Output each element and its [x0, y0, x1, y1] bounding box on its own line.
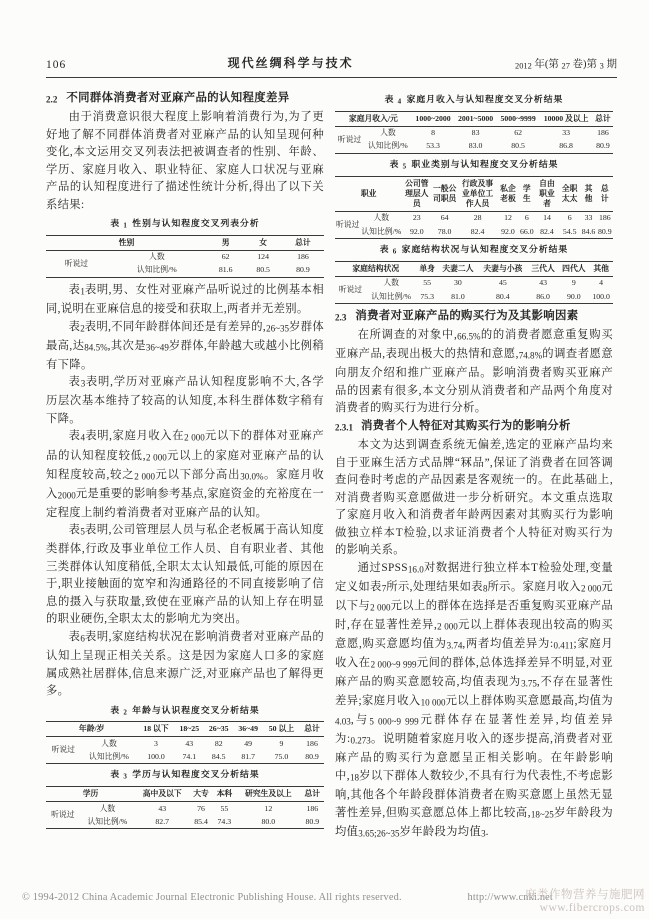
paragraph-table5: 表5表明,公司管理层人员与私企老板属于高认知度类群体,行政及事业单位工作人员、自有职业者、其他三类群体认知度稍低,全职太太认知最低,可能的原因在于,职业接触面的宽窄和沟通路径的不同直接影响了信息的摄入与获取量,致使在亚麻产品的认知上存在明显的职业硬伤,全职太太的影响尤为突出。 — [46, 524, 324, 626]
paragraph-intro: 由于消费意识很大程度上影响着消费行为,为了更好地了解不同群体消费者对亚麻产品的认知呈现何种变化,本文运用交叉列表法把被调查者的性别、年龄、学历、家庭月收入、职业特征、家庭人口状况与亚麻产品的认知程度进行了描述性统计分析,得出了以下关系结果: — [46, 111, 324, 211]
table-cell: 83.0 — [468, 141, 483, 151]
data-table — [46, 786, 324, 829]
column-header: 50 以上 — [263, 722, 300, 737]
row-group-label: 听说过 — [336, 220, 360, 229]
row-label: 认知比例/% — [89, 751, 129, 761]
section-heading-2-2 — [46, 90, 324, 109]
column-header: 夫妻二人 — [438, 261, 478, 276]
row-group-label: 听说过 — [337, 134, 362, 144]
page-number: 106 — [46, 59, 67, 71]
table-cell: 14 — [543, 213, 551, 223]
page-content — [46, 54, 617, 843]
row-label: 人数 — [99, 803, 116, 813]
table-cell: 90.0 — [567, 291, 581, 301]
table-caption: 表 5 职业类别与认知程度交叉分析结果 — [389, 158, 559, 171]
table-cell: 80.9 — [596, 141, 610, 151]
table-cell: 186 — [598, 213, 611, 223]
table-cell: 86.8 — [559, 141, 573, 151]
paragraph-table3: 表3表明,学历对亚麻产品认知程度影响不大,各学历层次基本维持了较高的认知度,本科生群体数字稍有下降。 — [46, 376, 324, 425]
watermark-text: 麻类作物营养与施肥网 — [525, 889, 645, 901]
column-header: 总计 — [282, 235, 324, 250]
table-cell: 4 — [599, 278, 604, 288]
data-table — [46, 235, 324, 278]
table-cell: 84.5 — [211, 751, 226, 761]
column-header: 1000~2000 — [412, 111, 455, 126]
row-label: 认知比例/% — [136, 265, 177, 275]
table-cell: 82.4 — [470, 226, 485, 236]
data-table — [335, 261, 613, 304]
column-header: 三代人 — [528, 261, 559, 276]
column-header: 大专 — [189, 787, 212, 802]
table-cell: 80.9 — [296, 265, 310, 275]
table-6-family — [335, 243, 613, 304]
table-cell: 62 — [514, 128, 522, 138]
row-label: 认知比例/% — [371, 291, 412, 301]
column-header: 高中及以下 — [135, 787, 189, 802]
column-header: 总计 — [593, 111, 613, 126]
row-label: 人数 — [101, 738, 117, 748]
table-cell: 62 — [221, 252, 230, 262]
table-4-income — [335, 93, 613, 154]
row-label: 认知比例/% — [367, 141, 408, 151]
table-cell: 124 — [257, 252, 269, 262]
table-cell: 83 — [471, 128, 480, 138]
table-cell: 84.6 — [581, 226, 596, 236]
column-header: 学生 — [519, 176, 535, 211]
table-cell: 81.7 — [241, 751, 255, 761]
column-header: 研究生及以上 — [236, 787, 301, 802]
table-cell: 186 — [306, 738, 318, 748]
column-header: 公司管理层人员 — [402, 176, 431, 211]
row-group-label: 听说过 — [64, 258, 89, 268]
column-header: 18~25 — [175, 722, 204, 737]
column-header: 总计 — [597, 176, 613, 211]
table-cell: 80.9 — [305, 751, 319, 761]
table-cell: 100.0 — [592, 291, 610, 301]
column-header: 女 — [244, 235, 281, 250]
table-cell: 12 — [504, 213, 512, 223]
column-header: 学历 — [46, 787, 135, 802]
column-header: 男 — [207, 235, 244, 250]
table-cell: 80.9 — [305, 816, 320, 826]
table-5-occupation — [335, 158, 613, 239]
table-cell: 186 — [597, 128, 609, 138]
paragraph-table4: 表4表明,家庭月收入在2 000元以下的群体对亚麻产品的认知程度较低,2 000元以上的家庭对亚麻产品的认知程度较高,较之2 000元以下部分高出30.0%。家庭月收入2000元是重要的影响参考基点,家庭资金的充裕度在一定程度上制约着消费者对亚麻产品的认知。 — [46, 430, 325, 519]
column-header: 36~49 — [233, 722, 262, 737]
column-header: 行政及事业单位工作人员 — [458, 176, 497, 211]
table-cell: 92.0 — [501, 226, 515, 236]
column-header: 其他 — [580, 176, 596, 211]
left-column — [46, 90, 324, 843]
table-cell: 43 — [185, 738, 194, 748]
table-cell: 43 — [158, 803, 167, 813]
column-header: 家庭结构状况 — [335, 261, 417, 276]
column-header: 四代人 — [558, 261, 589, 276]
table-cell: 33 — [562, 128, 571, 138]
row-group-label: 听说过 — [338, 284, 363, 294]
table-cell: 33 — [584, 213, 593, 223]
table-cell: 55 — [220, 803, 229, 813]
table-cell: 82 — [214, 738, 223, 748]
data-table — [46, 721, 324, 764]
table-cell: 85.4 — [194, 816, 208, 826]
column-header: 单身 — [417, 261, 438, 276]
column-header: 其他 — [589, 261, 613, 276]
paragraph-2-3-1a: 本文为达到调查系统无偏差,选定的亚麻产品均来自于亚麻生活方式品牌“冧品”,保证了消费者在回答调查问卷时考虑的产品因素是客观统一的。在此基础上,对消费者购买意愿做进一步分析研究。本文重点选取了家庭月收入和消费者年龄两因素对其购买行为影响做独立样本T检验,以求证消费者个人特征对购买行为的影响关系。 — [335, 439, 613, 557]
column-header: 职业 — [335, 176, 402, 211]
issue-info: 2012 年(第 27 卷)第 3 期 — [515, 59, 617, 71]
table-cell: 28 — [473, 213, 482, 223]
column-header: 5000~9999 — [497, 111, 540, 126]
row-label: 认知比例/% — [87, 816, 128, 826]
two-column-layout — [46, 90, 617, 843]
table-cell: 81.6 — [218, 265, 233, 275]
table-cell: 23 — [412, 213, 421, 223]
row-label: 人数 — [380, 128, 396, 138]
paragraph-table6: 表6表明,家庭结构状况在影响消费者对亚麻产品的认知上呈现正相关关系。这是因为家庭人口多的家庭属成熟社居群体,信息来源广泛,对亚麻产品也了解得更多。 — [46, 630, 324, 697]
table-cell: 74.3 — [217, 816, 232, 826]
table-cell: 43 — [539, 278, 547, 288]
table-cell: 80.5 — [256, 265, 270, 275]
table-cell: 75.0 — [274, 751, 289, 761]
column-header: 总计 — [300, 722, 324, 737]
table-cell: 186 — [306, 803, 319, 813]
column-header: 自由职业者 — [535, 176, 559, 211]
table-1-gender — [46, 217, 324, 278]
data-table — [335, 176, 613, 240]
cnki-url: http://www.cnki.net — [467, 892, 553, 903]
row-label: 人数 — [373, 213, 390, 223]
right-column — [335, 90, 613, 843]
table-3-education — [46, 768, 324, 829]
table-2-age — [46, 704, 324, 765]
table-cell: 12 — [264, 803, 273, 813]
section-title: 消费者个人特征对其购买行为的影响分析 — [361, 419, 571, 432]
table-cell: 30 — [454, 278, 462, 288]
section-heading-2-3 — [335, 308, 613, 327]
table-caption: 表 2 年龄与认识程度交叉分析结果 — [110, 704, 260, 717]
journal-title: 现代丝绸科学与技术 — [227, 56, 354, 70]
column-header: 本科 — [213, 787, 236, 802]
row-label: 人数 — [149, 252, 165, 262]
watermark-url: www.fibercrops.com — [539, 902, 645, 914]
table-cell: 9 — [279, 738, 284, 748]
section-heading-2-3-1 — [335, 418, 613, 437]
section-number: 2.2 — [46, 94, 58, 105]
table-caption: 表 4 家庭月收入与认知程度交叉分析结果 — [384, 94, 564, 106]
column-header: 26~35 — [204, 722, 233, 737]
table-cell: 64 — [440, 213, 449, 223]
paragraph-table1: 表1表明,男、女性对亚麻产品听说过的比例基本相同,说明在亚麻信息的接受和获取上,两者并无差别。 — [46, 284, 324, 316]
column-header: 私企老板 — [497, 176, 518, 211]
column-header: 总计 — [301, 787, 324, 802]
section-number: 2.3 — [335, 312, 347, 323]
table-cell: 81.0 — [451, 291, 465, 301]
table-cell: 49 — [244, 738, 253, 748]
table-cell: 6 — [524, 213, 529, 223]
table-cell: 6 — [567, 213, 572, 223]
table-cell: 100.0 — [147, 751, 165, 761]
table-cell: 76 — [197, 803, 205, 813]
column-header: 18 以下 — [137, 722, 174, 737]
row-label: 认知比例/% — [361, 226, 402, 236]
column-header: 2001~5000 — [454, 111, 497, 126]
table-cell: 86.0 — [536, 291, 550, 301]
column-header: 性别 — [46, 235, 207, 250]
table-cell: 74.1 — [182, 751, 197, 761]
table-caption: 表 1 性别与认知程度交叉列表分析 — [110, 218, 260, 230]
column-header: 一般公司职员 — [431, 176, 458, 211]
table-cell: 80.9 — [598, 226, 612, 236]
table-cell: 82.4 — [540, 226, 554, 236]
column-header: 全职太太 — [559, 176, 580, 211]
column-header: 夫妻与小孩 — [478, 261, 528, 276]
column-header: 家庭月收入/元 — [335, 111, 412, 126]
page-header — [46, 54, 617, 78]
table-cell: 8 — [431, 128, 435, 138]
table-cell: 54.5 — [562, 226, 577, 236]
table-cell: 80.5 — [511, 141, 525, 151]
table-cell: 53.3 — [426, 141, 440, 151]
table-cell: 9 — [571, 278, 576, 288]
column-header: 10000 及以上 — [539, 111, 592, 126]
paragraph-2-3: 在所调查的对象中,66.5%的的消费者愿意重复购买亚麻产品,表现出极大的热情和意愿,74.8%的调查者愿意向朋友介绍和推广亚麻产品。影响消费者购买亚麻产品的因素有很多,本文分别从消费者和产品两个角度对消费者的购买行为进行分析。 — [335, 329, 613, 415]
table-cell: 80.4 — [496, 291, 510, 301]
row-group-label: 听说过 — [51, 745, 75, 755]
row-group-label: 听说过 — [51, 810, 75, 820]
table-caption: 表 3 学历与认知程度交叉分析结果 — [110, 769, 260, 782]
table-cell: 45 — [498, 278, 507, 288]
table-cell: 55 — [423, 278, 432, 288]
section-number: 2.3.1 — [335, 422, 354, 433]
table-cell: 78.0 — [437, 226, 452, 236]
table-cell: 186 — [297, 252, 309, 262]
section-title: 不同群体消费者对亚麻产品的认知程度差异 — [66, 92, 290, 104]
copyright-text: © 1994-2012 China Academic Journal Electronic Publishing House. All rights reserved. — [22, 892, 402, 903]
paragraph-table2: 表2表明,不同年龄群体间还是有差异的,26~35岁群体最高,达84.5%,其次是36~49岁群体,年龄越大或越小比例稍有下降。 — [46, 320, 324, 371]
section-title: 消费者对亚麻产品的购买行为及其影响因素 — [355, 310, 579, 323]
table-cell: 3 — [154, 738, 158, 748]
table-cell: 82.7 — [155, 816, 170, 826]
table-cell: 75.3 — [420, 291, 434, 301]
table-cell: 92.0 — [409, 226, 424, 236]
paragraph-2-3-1b: 通过SPSS16.0对数据进行独立样本T检验处理,变量定义如表7所示,处理结果如表8所示。家庭月收入2 000元以下与2 000元以上的群体在选择是否重复购买亚麻产品时,存在显著性差异,2 000元以上群体表现出较高的购买意愿,购买意愿均值为3.74,两者均值差异为:0.411;家庭月收入在2 000~9 999元间的群体,总体选择差异不明显,对亚麻产品的购买意愿较高,均值表现为3.75,不存在显著性差异;家庭月收入10 000元以上群体购买意愿最高,均值为4.03,与5 000~9 999元群体存在显著性差异,均值差异为:0.273。说明随着家庭月收入的逐步提高,消费者对亚麻产品的购买行为意愿呈正相关影响。在年龄影响中,18岁以下群体人数较少,不具有行为代表性,不考虑影响,其他各个年龄段群体消费者在购买意愿上虽然无显著性差异,但购买意愿总体上都比较高,18~25岁年龄段为均值3.65;26~35岁年龄段为均值3. — [335, 561, 614, 839]
table-caption: 表 6 家庭结构状况与认知程度交叉分析结果 — [379, 244, 569, 256]
data-table — [335, 111, 613, 154]
table-cell: 66.0 — [520, 226, 534, 236]
column-header: 年龄/岁 — [46, 722, 137, 737]
table-cell: 80.0 — [261, 816, 276, 826]
watermark — [525, 889, 645, 915]
row-label: 人数 — [383, 278, 399, 288]
